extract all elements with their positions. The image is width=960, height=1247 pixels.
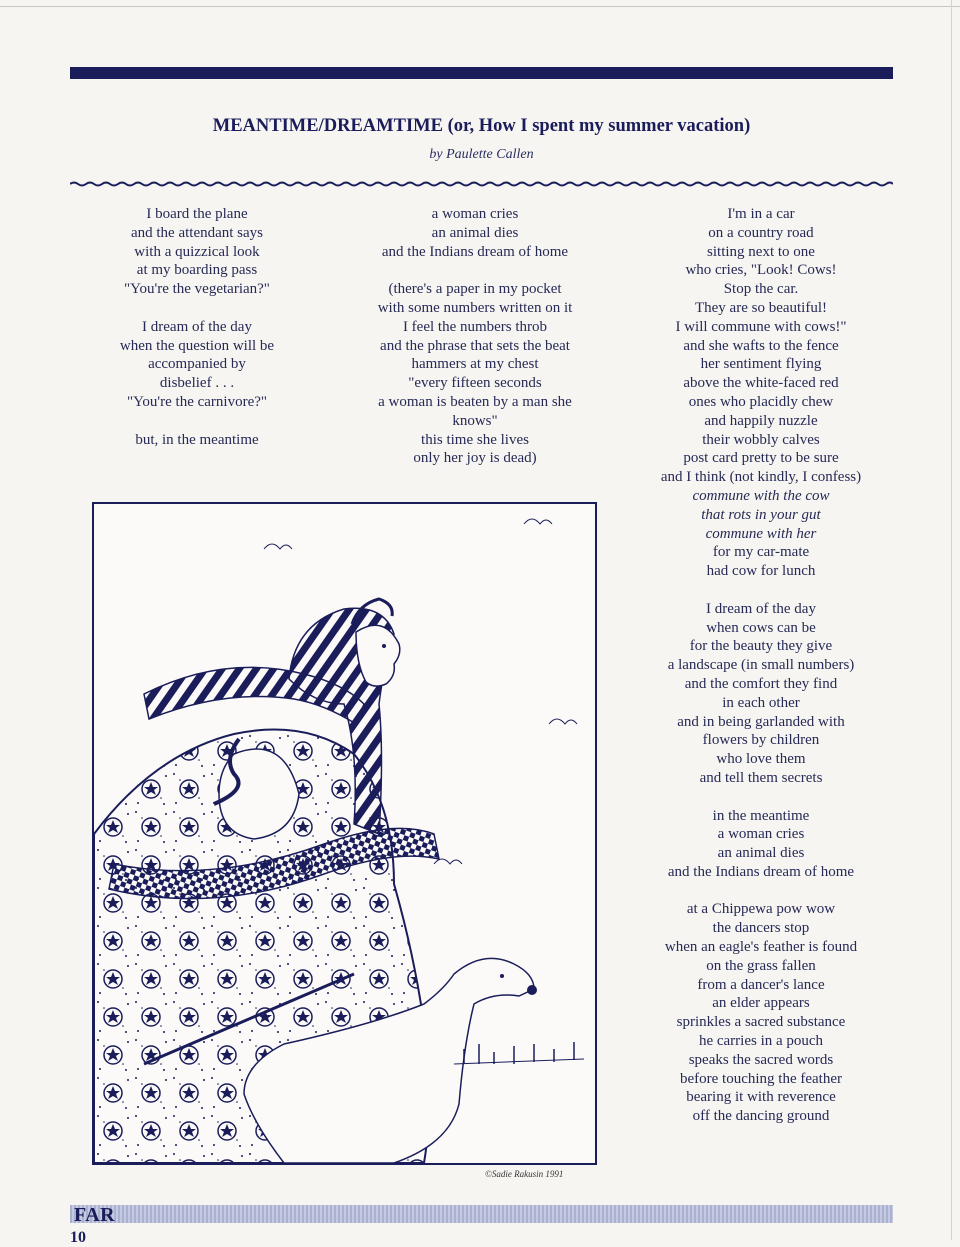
poem-column-1 bbox=[97, 205, 297, 449]
poem-line: I'm in a car bbox=[727, 206, 795, 222]
poem-line: I will commune with cows!" bbox=[675, 318, 847, 335]
poem-line: off the dancing ground bbox=[692, 1108, 830, 1125]
poem-line: only her joy is dead) bbox=[413, 450, 537, 467]
poem-line bbox=[97, 299, 297, 318]
poem-line: I feel the numbers throb bbox=[402, 318, 548, 335]
scan-right-edge bbox=[951, 0, 952, 1240]
page-number: 10 bbox=[70, 1229, 86, 1246]
poem-byline: by Paulette Callen bbox=[429, 147, 534, 162]
poem-line: Stop the car. bbox=[723, 281, 799, 298]
poem-line: a woman cries bbox=[431, 206, 519, 222]
poem-line: speaks the sacred words bbox=[688, 1051, 834, 1068]
poem-line bbox=[345, 261, 605, 280]
poem-line: with some numbers written on it bbox=[377, 299, 573, 316]
poem-line: accompanied by bbox=[148, 356, 246, 373]
poem-line: sitting next to one bbox=[707, 243, 815, 260]
poem-line: "You're the vegetarian?" bbox=[124, 281, 270, 298]
poem-line: this time she lives bbox=[421, 431, 529, 448]
poem-line: disbelief . . . bbox=[159, 375, 235, 392]
poem-line: hammers at my chest bbox=[411, 356, 539, 373]
magazine-name: FAR bbox=[74, 1204, 116, 1226]
poem-line: (there's a paper in my pocket bbox=[388, 281, 562, 298]
poem-line: had cow for lunch bbox=[706, 563, 816, 580]
poem-column-2 bbox=[345, 205, 605, 468]
poem-line: in each other bbox=[722, 694, 800, 711]
poem-line: sprinkles a sacred substance bbox=[676, 1014, 846, 1031]
poem-line: an animal dies bbox=[431, 224, 519, 241]
poem-line: a landscape (in small numbers) bbox=[667, 657, 855, 674]
poem-line: ones who placidly chew bbox=[688, 393, 834, 410]
header-rule bbox=[70, 67, 893, 79]
poem-line: above the white-faced red bbox=[683, 375, 839, 392]
poem-line: but, in the meantime bbox=[135, 431, 259, 448]
poem-line: their wobbly calves bbox=[702, 431, 820, 448]
poem-line: post card pretty to be sure bbox=[683, 450, 839, 467]
illustration-woman-and-dog bbox=[92, 502, 597, 1165]
poem-line: from a dancer's lance bbox=[697, 976, 825, 993]
poem-line: before touching the feather bbox=[679, 1070, 842, 1087]
poem-line: and in being garlanded with bbox=[677, 713, 845, 730]
poem-line: at my boarding pass bbox=[136, 262, 258, 279]
poem-line: They are so beautiful! bbox=[694, 299, 828, 316]
poem-line: the dancers stop bbox=[712, 920, 810, 937]
poem-line: an animal dies bbox=[717, 845, 805, 862]
poem-line: commune with the cow bbox=[692, 487, 830, 504]
poem-line: flowers by children bbox=[702, 732, 820, 749]
poem-line: "You're the carnivore?" bbox=[126, 393, 268, 410]
poem-line: for my car-mate bbox=[712, 544, 810, 561]
poem-title: MEANTIME/DREAMTIME (or, How I spent my summer vacation) bbox=[212, 116, 751, 136]
poem-column-3 bbox=[645, 205, 877, 1126]
poem-line: who love them bbox=[716, 751, 806, 768]
poem-line: he carries in a pouch bbox=[698, 1033, 824, 1050]
poem-line: a woman is beaten by a man she bbox=[378, 393, 572, 410]
poem-line: that rots in your gut bbox=[701, 506, 821, 523]
poem-line bbox=[645, 788, 877, 807]
poem-line: I dream of the day bbox=[706, 600, 816, 617]
poem-line: her sentiment flying bbox=[700, 356, 822, 373]
poem-line bbox=[645, 581, 877, 600]
poem-line: on the grass fallen bbox=[706, 957, 816, 974]
poem-line: bearing it with reverence bbox=[686, 1089, 836, 1106]
poem-line: an elder appears bbox=[712, 995, 810, 1012]
poem-line: "every fifteen seconds bbox=[408, 375, 542, 392]
poem-line: for the beauty they give bbox=[689, 638, 833, 655]
poem-line: a woman cries bbox=[717, 826, 805, 843]
poem-line: at a Chippewa pow wow bbox=[686, 901, 836, 918]
poem-line: who cries, "Look! Cows! bbox=[685, 262, 837, 279]
poem-line: when the question will be bbox=[119, 337, 275, 354]
poem-line: and the phrase that sets the beat bbox=[380, 337, 570, 354]
artist-signature: ©Sadie Rakusin 1991 bbox=[485, 1169, 564, 1179]
poem-line: I board the plane bbox=[146, 206, 248, 222]
poem-line: when cows can be bbox=[706, 619, 816, 636]
poem-line: I dream of the day bbox=[142, 318, 252, 335]
poem-line: and I think (not kindly, I confess) bbox=[660, 469, 862, 486]
poem-line: and the attendant says bbox=[130, 224, 264, 241]
poem-line: and the comfort they find bbox=[684, 675, 838, 692]
poem-line bbox=[97, 412, 297, 431]
footer-bar bbox=[70, 1205, 893, 1223]
poem-line: commune with her bbox=[705, 525, 817, 542]
poem-line: and she wafts to the fence bbox=[683, 337, 839, 354]
poem-line: when an eagle's feather is found bbox=[664, 939, 858, 956]
poem-line: on a country road bbox=[708, 224, 814, 241]
poem-line: knows" bbox=[452, 412, 498, 429]
poem-line: and the Indians dream of home bbox=[381, 243, 569, 260]
poem-line: with a quizzical look bbox=[134, 243, 260, 260]
scan-top-edge bbox=[0, 6, 960, 7]
poem-line: and tell them secrets bbox=[699, 769, 823, 786]
poem-line: and happily nuzzle bbox=[704, 412, 818, 429]
wavy-divider bbox=[70, 180, 893, 188]
poem-line: and the Indians dream of home bbox=[667, 863, 855, 880]
poem-line: in the meantime bbox=[712, 807, 810, 824]
poem-line bbox=[645, 882, 877, 901]
